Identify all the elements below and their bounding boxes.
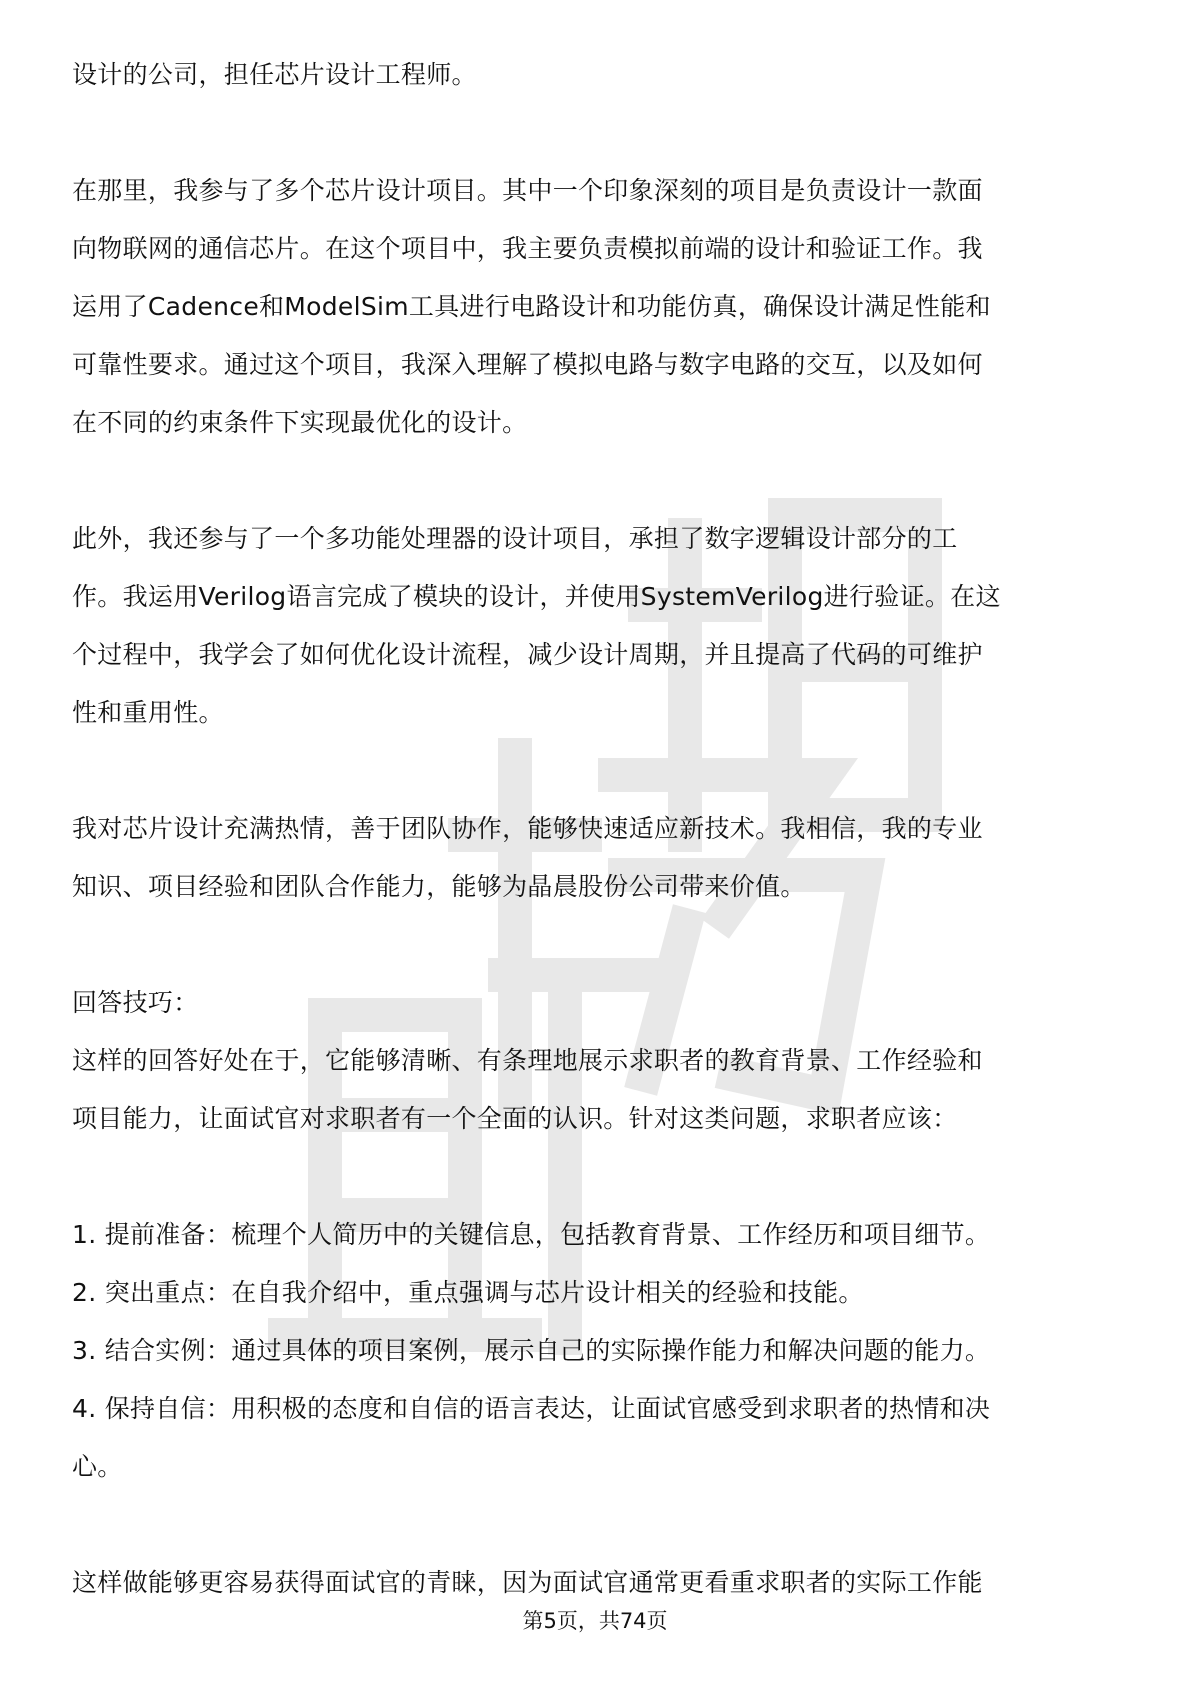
text-line: 我对芯片设计充满热情，善于团队协作，能够快速适应新技术。我相信，我的专业 <box>72 814 983 843</box>
text-line: 这样做能够更容易获得面试官的青睐，因为面试官通常更看重求职者的实际工作能 <box>72 1568 983 1597</box>
text-line: 回答技巧： <box>72 988 199 1017</box>
paragraph <box>72 800 1120 916</box>
paragraph-gap <box>72 1148 1120 1206</box>
text-line: 作。我运用Verilog语言完成了模块的设计，并使用SystemVerilog进行验证。在这 <box>72 582 1001 611</box>
text-line: 个过程中，我学会了如何优化设计流程，减少设计周期，并且提高了代码的可维护 <box>72 640 983 669</box>
paragraph <box>72 162 1120 452</box>
paragraph-gap <box>72 916 1120 974</box>
text-line: 运用了Cadence和ModelSim工具进行电路设计和功能仿真，确保设计满足性能和 <box>72 292 991 321</box>
text-line: 1. 提前准备：梳理个人简历中的关键信息，包括教育背景、工作经历和项目细节。 <box>72 1220 991 1249</box>
text-line: 设计的公司，担任芯片设计工程师。 <box>72 60 477 89</box>
text-line: 项目能力，让面试官对求职者有一个全面的认识。针对这类问题，求职者应该： <box>72 1104 958 1133</box>
text-line: 此外，我还参与了一个多功能处理器的设计项目，承担了数字逻辑设计部分的工 <box>72 524 958 553</box>
text-line: 这样的回答好处在于，它能够清晰、有条理地展示求职者的教育背景、工作经验和 <box>72 1046 983 1075</box>
paragraph-gap <box>72 104 1120 162</box>
text-line: 性和重用性。 <box>72 698 224 727</box>
document-body <box>72 46 1120 1612</box>
text-line: 3. 结合实例：通过具体的项目案例，展示自己的实际操作能力和解决问题的能力。 <box>72 1336 991 1365</box>
paragraph <box>72 1554 1120 1612</box>
text-line: 在不同的约束条件下实现最优化的设计。 <box>72 408 528 437</box>
text-line: 可靠性要求。通过这个项目，我深入理解了模拟电路与数字电路的交互，以及如何 <box>72 350 983 379</box>
paragraph-gap <box>72 1496 1120 1554</box>
paragraph <box>72 1206 1120 1496</box>
text-line: 2. 突出重点：在自我介绍中，重点强调与芯片设计相关的经验和技能。 <box>72 1278 864 1307</box>
paragraph-gap <box>72 452 1120 510</box>
text-line: 心。 <box>72 1452 123 1481</box>
text-line: 向物联网的通信芯片。在这个项目中，我主要负责模拟前端的设计和验证工作。我 <box>72 234 983 263</box>
paragraph <box>72 46 1120 104</box>
text-line: 在那里，我参与了多个芯片设计项目。其中一个印象深刻的项目是负责设计一款面 <box>72 176 983 205</box>
paragraph <box>72 974 1120 1148</box>
text-line: 4. 保持自信：用积极的态度和自信的语言表达，让面试官感受到求职者的热情和决 <box>72 1394 991 1423</box>
page-number: 第5页，共74页 <box>522 1609 668 1633</box>
paragraph <box>72 510 1120 742</box>
text-line: 知识、项目经验和团队合作能力，能够为晶晨股份公司带来价值。 <box>72 872 806 901</box>
paragraph-gap <box>72 742 1120 800</box>
